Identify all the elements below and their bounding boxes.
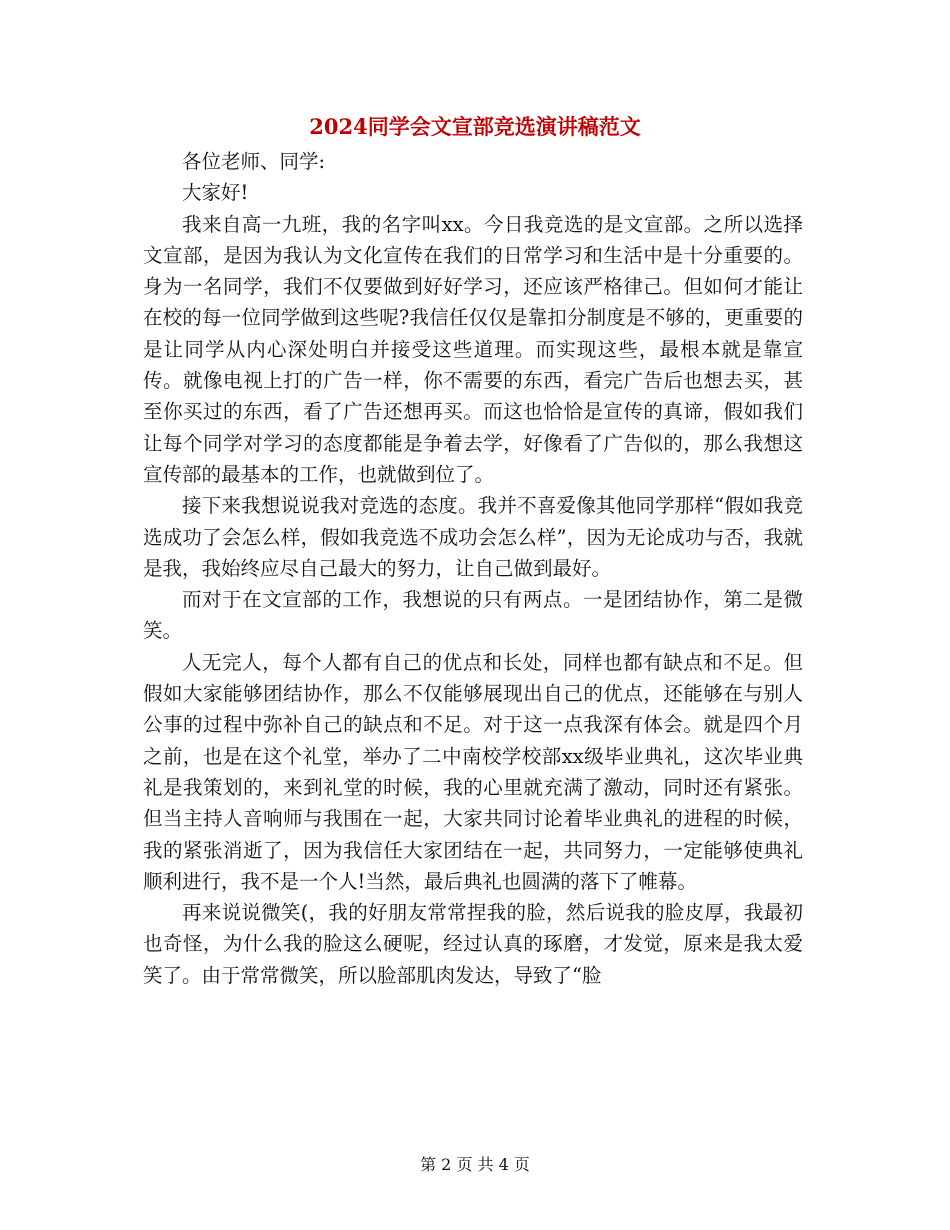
paragraph-two-points: 而对于在文宣部的工作，我想说的只有两点。一是团结协作，第二是微笑。 — [143, 588, 803, 643]
page-number-footer: 第 2 页 共 4 页 — [420, 1155, 530, 1174]
document-title: 2024同学会文宣部竞选演讲稿范文 — [309, 114, 641, 139]
paragraph-teamwork: 人无完人，每个人都有自己的优点和长处，同样也都有缺点和不足。但假如大家能够团结协作，那么不仅能够展现出自己的优点，还能够在与别人公事的过程中弥补自己的缺点和不足。对于这一点我深有体会。就是四个月之前，也是在这个礼堂，举办了二中南校学校部xx级毕业典礼，这次毕业典礼是我策划的，来到礼堂的时候，我的心里就充满了激动，同时还有紧张。但当主持人音响师与我围在一起，大家共同讨论着毕业典礼的进程的时候，我的紧张消逝了，因为我信任大家团结在一起，共同努力，一定能够使典礼顺利进行，我不是一个人!当然，最后典礼也圆满的落下了帷幕。 — [143, 650, 803, 893]
paragraph-smile: 再来说说微笑(，我的好朋友常常捏我的脸，然后说我的脸皮厚，我最初也奇怪，为什么我的脸这么硬呢，经过认真的琢磨，才发觉，原来是我太爱笑了。由于常常微笑，所以脸部肌肉发达，导致了“脸 — [143, 901, 803, 987]
paragraph-intro: 我来自高一九班，我的名字叫xx。今日我竞选的是文宣部。之所以选择文宣部，是因为我认为文化宣传在我们的日常学习和生活中是十分重要的。身为一名同学，我们不仅要做到好好学习，还应该严格律己。但如何才能让在校的每一位同学做到这些呢?我信任仅仅是靠扣分制度是不够的，更重要的是让同学从内心深处明白并接受这些道理。而实现这些，最根本就是靠宣传。就像电视上打的广告一样，你不需要的东西，看完广告后也想去买，甚至你买过的东西，看了广告还想再买。而这也恰恰是宣传的真谛，假如我们让每个同学对学习的态度都能是争着去学，好像看了广告似的，那么我想这宣传部的最基本的工作，也就做到位了。 — [143, 212, 803, 486]
salutation: 各位老师、同学: — [182, 150, 326, 173]
greeting: 大家好! — [182, 181, 249, 205]
document-body — [143, 146, 803, 991]
paragraph-attitude: 接下来我想说说我对竞选的态度。我并不喜爱像其他同学那样“假如我竞选成功了会怎么样，假如我竞选不成功会怎么样”，因为无论成功与否，我就是我，我始终应尽自己最大的努力，让自己做到最好。 — [143, 494, 803, 580]
